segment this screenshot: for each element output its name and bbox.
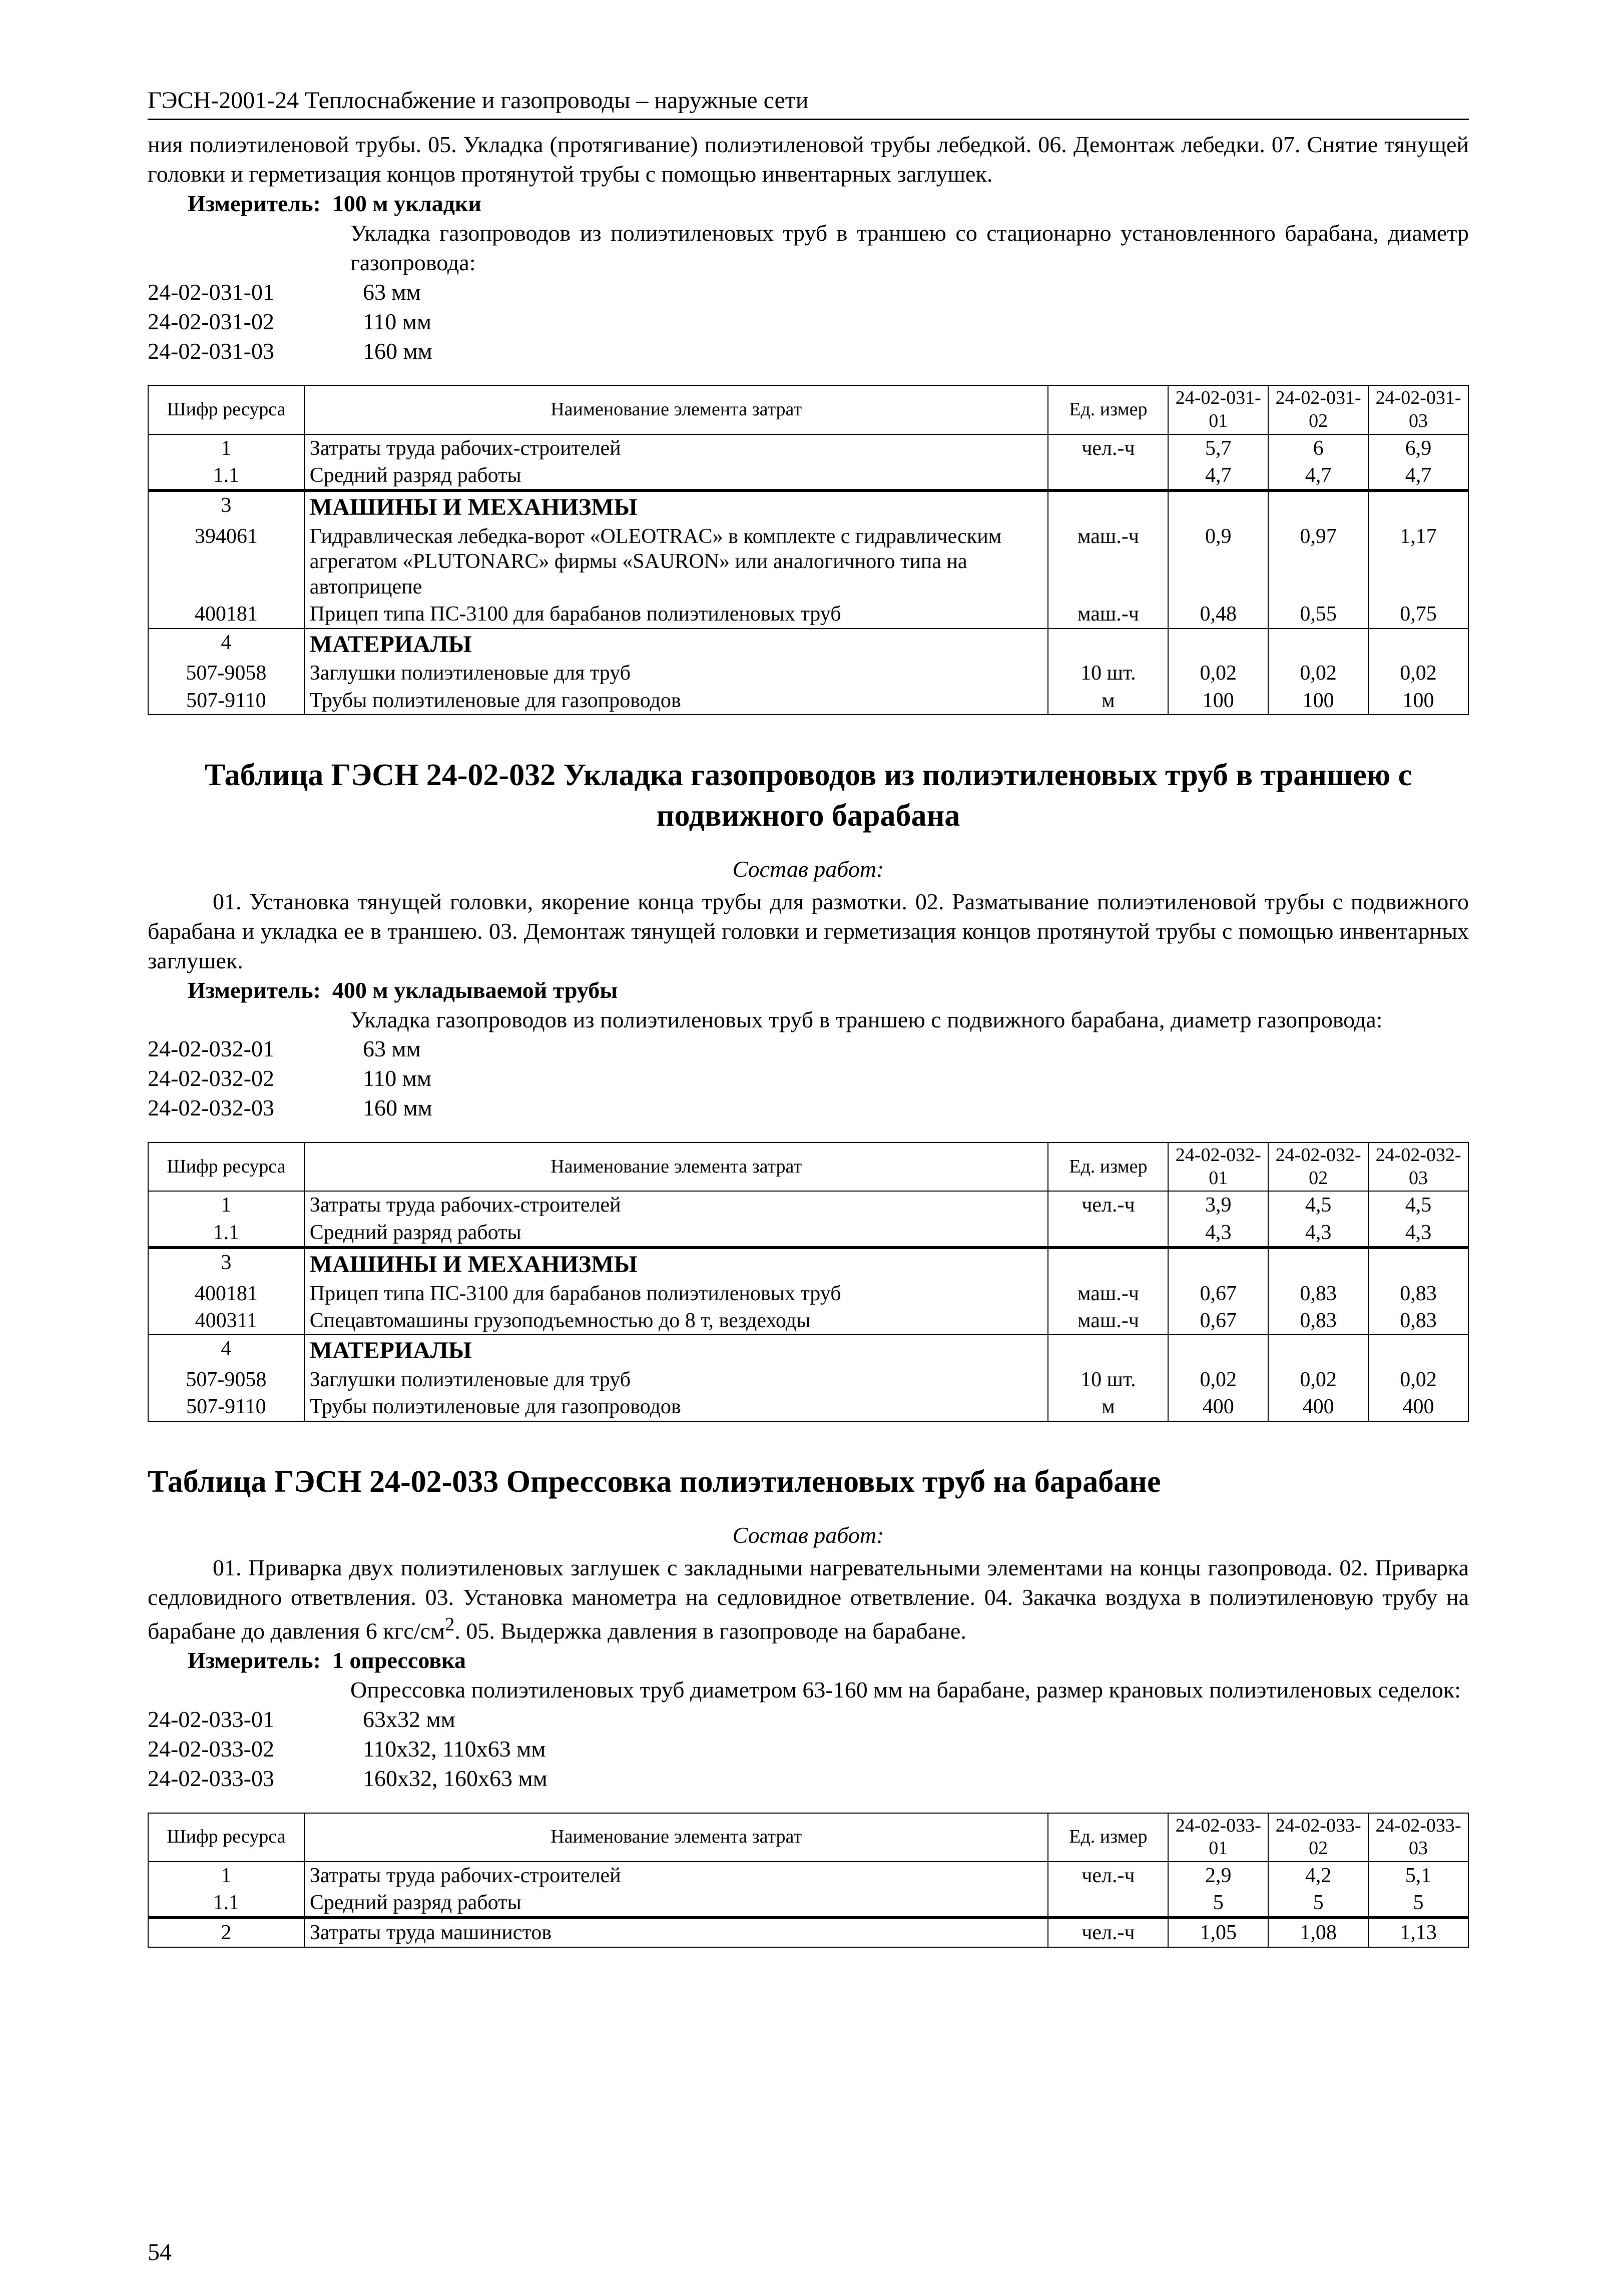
table-row <box>148 660 1468 687</box>
cell-value: 1,08 <box>1268 1918 1368 1947</box>
cell-name: Затраты труда рабочих-строителей <box>304 1191 1048 1219</box>
section-title: МАТЕРИАЛЫ <box>304 629 1048 660</box>
col-header: 24-02-032-02 <box>1268 1142 1368 1191</box>
description: Укладка газопроводов из полиэтиленовых труб в траншею со стационарно установленного барабана, диаметр газопровода: <box>350 220 1469 275</box>
measure-label: Измеритель: <box>188 977 321 1003</box>
col-header: Ед. измер <box>1048 1142 1168 1191</box>
cell-name: Средний разряд работы <box>304 1219 1048 1248</box>
description: Опрессовка полиэтиленовых труб диаметром 63-160 мм на барабане, размер крановых полиэтиленовых седелок: <box>350 1677 1461 1703</box>
table-row <box>148 462 1468 490</box>
cell-name: Гидравлическая лебедка-ворот «OLEOTRAC» в комплекте с гидравлическим агрегатом «PLUTONARC» фирмы «SAURON» или аналогичного типа на автоприцепе <box>304 523 1048 601</box>
cell-value: 0,02 <box>1268 660 1368 687</box>
cell-value: 1,05 <box>1168 1918 1268 1947</box>
cell-value: 4,3 <box>1268 1219 1368 1248</box>
code-value: 160 мм <box>363 338 432 364</box>
cell-value: 0,02 <box>1168 660 1268 687</box>
measure-value: 1 опрессовка <box>332 1647 466 1673</box>
table-header-row <box>148 1142 1468 1191</box>
col-header: Шифр ресурса <box>148 385 304 434</box>
cell-unit: м <box>1048 687 1168 715</box>
section-title: МАШИНЫ И МЕХАНИЗМЫ <box>304 490 1048 523</box>
code-list <box>148 278 1469 366</box>
cell-value: 1,13 <box>1368 1918 1468 1947</box>
col-header: 24-02-031-02 <box>1268 385 1368 434</box>
cell-value: 1,17 <box>1368 523 1468 601</box>
cell-value: 0,55 <box>1268 601 1368 628</box>
cell-name: Затраты труда машинистов <box>304 1918 1048 1947</box>
cell-code: 1 <box>148 1862 304 1889</box>
col-header: Наименование элемента затрат <box>304 1813 1048 1862</box>
cell-code: 507-9110 <box>148 687 304 715</box>
superscript: 2 <box>445 1613 455 1635</box>
cell-code: 4 <box>148 1335 304 1366</box>
cell-code: 400181 <box>148 601 304 628</box>
cell-unit <box>1048 1219 1168 1248</box>
code-row <box>148 337 1469 366</box>
col-header: 24-02-033-03 <box>1368 1813 1468 1862</box>
cell-code: 1.1 <box>148 462 304 490</box>
cell-value: 4,3 <box>1168 1219 1268 1248</box>
measure-label: Измеритель: <box>188 191 321 217</box>
code: 24-02-033-03 <box>148 1765 274 1791</box>
page-number: 54 <box>148 2239 172 2265</box>
cell-name: Заглушки полиэтиленовые для труб <box>304 1366 1048 1393</box>
code: 24-02-031-03 <box>148 338 274 364</box>
code-row <box>148 307 1469 337</box>
table-title-033: Таблица ГЭСН 24-02-033 Опрессовка полиэтиленовых труб на барабане <box>148 1464 1161 1499</box>
cell-name: Средний разряд работы <box>304 462 1048 490</box>
code: 24-02-033-01 <box>148 1706 274 1732</box>
cell-value: 0,83 <box>1368 1280 1468 1307</box>
cell-code: 507-9110 <box>148 1393 304 1421</box>
cell-value: 400 <box>1368 1393 1468 1421</box>
table-title-032: Таблица ГЭСН 24-02-032 Укладка газопроводов из полиэтиленовых труб в траншею с подвижного барабана <box>204 758 1412 833</box>
cell-name: Прицеп типа ПС-3100 для барабанов полиэтиленовых труб <box>304 601 1048 628</box>
cell-value: 3,9 <box>1168 1191 1268 1219</box>
code-value: 110х32, 110х63 мм <box>363 1736 546 1762</box>
cell-code: 400181 <box>148 1280 304 1307</box>
measure-line <box>188 1646 1469 1675</box>
table-row <box>148 687 1468 715</box>
cost-table-031 <box>148 385 1469 715</box>
work-composition-part2: . 05. Выдержка давления в газопроводе на барабане. <box>454 1618 966 1644</box>
cell-value: 6 <box>1268 434 1368 462</box>
measure-label: Измеритель: <box>188 1647 321 1673</box>
cell-code: 2 <box>148 1918 304 1947</box>
col-header: Наименование элемента затрат <box>304 385 1048 434</box>
table-row <box>148 523 1468 601</box>
cell-value: 0,83 <box>1368 1307 1468 1335</box>
code: 24-02-031-02 <box>148 308 274 334</box>
document-page <box>148 85 1469 1948</box>
cell-name: Трубы полиэтиленовые для газопроводов <box>304 687 1048 715</box>
col-header: Шифр ресурса <box>148 1142 304 1191</box>
col-header: 24-02-031-03 <box>1368 385 1468 434</box>
work-composition-label: Состав работ: <box>732 1522 884 1548</box>
code-row <box>148 1093 1469 1123</box>
cell-value: 0,48 <box>1168 601 1268 628</box>
cell-value: 100 <box>1168 687 1268 715</box>
cell-value: 4,5 <box>1368 1191 1468 1219</box>
table-row <box>148 1366 1468 1393</box>
cell-unit: маш.-ч <box>1048 1280 1168 1307</box>
cell-unit: чел.-ч <box>1048 1862 1168 1889</box>
table-row <box>148 434 1468 462</box>
code-list <box>148 1705 1469 1794</box>
section-title: МАТЕРИАЛЫ <box>304 1335 1048 1366</box>
cell-unit <box>1048 462 1168 490</box>
code-row <box>148 1034 1469 1064</box>
cell-value: 5,7 <box>1168 434 1268 462</box>
table-row <box>148 1219 1468 1248</box>
table-row <box>148 1889 1468 1918</box>
cell-value: 4,7 <box>1168 462 1268 490</box>
cell-value: 5 <box>1168 1889 1268 1918</box>
work-composition-text <box>148 1553 1469 1646</box>
measure-line <box>188 976 1469 1005</box>
col-header: Ед. измер <box>1048 385 1168 434</box>
cell-value: 0,97 <box>1268 523 1368 601</box>
code: 24-02-032-03 <box>148 1095 274 1121</box>
cell-value: 0,02 <box>1268 1366 1368 1393</box>
work-composition-part1: 01. Приварка двух полиэтиленовых заглушек с закладными нагревательными элементами на концы газопровода. 02. Приварка седловидного ответвления. 03. Установка манометра на седловидное ответвление. 04. Закачка воздуха в полиэтиленовую трубу на барабане до давления 6 кгс/см <box>148 1555 1469 1644</box>
cell-value: 0,02 <box>1368 1366 1468 1393</box>
code-value: 110 мм <box>363 308 432 334</box>
table-row <box>148 601 1468 628</box>
table-row <box>148 1393 1468 1421</box>
cell-value: 2,9 <box>1168 1862 1268 1889</box>
code-row <box>148 278 1469 307</box>
cell-value: 0,83 <box>1268 1280 1368 1307</box>
col-header: 24-02-032-03 <box>1368 1142 1468 1191</box>
cell-code: 3 <box>148 490 304 523</box>
cell-unit: маш.-ч <box>1048 523 1168 601</box>
cell-code: 507-9058 <box>148 1366 304 1393</box>
col-header: Шифр ресурса <box>148 1813 304 1862</box>
code-value: 63х32 мм <box>363 1706 455 1732</box>
table-row <box>148 1191 1468 1219</box>
table-row <box>148 1918 1468 1947</box>
cell-value: 4,5 <box>1268 1191 1368 1219</box>
cell-code: 3 <box>148 1248 304 1280</box>
cell-code: 507-9058 <box>148 660 304 687</box>
col-header: 24-02-033-01 <box>1168 1813 1268 1862</box>
col-header: 24-02-033-02 <box>1268 1813 1368 1862</box>
col-header: Ед. измер <box>1048 1813 1168 1862</box>
code: 24-02-032-01 <box>148 1036 274 1062</box>
cell-name: Средний разряд работы <box>304 1889 1048 1918</box>
cell-name: Прицеп типа ПС-3100 для барабанов полиэтиленовых труб <box>304 1280 1048 1307</box>
work-composition-label: Состав работ: <box>732 856 884 882</box>
cell-code: 394061 <box>148 523 304 601</box>
code-row <box>148 1064 1469 1093</box>
cell-name: Затраты труда рабочих-строителей <box>304 1862 1048 1889</box>
cell-unit: 10 шт. <box>1048 660 1168 687</box>
cell-value: 4,2 <box>1268 1862 1368 1889</box>
cell-value: 4,7 <box>1268 462 1368 490</box>
cell-unit <box>1048 1889 1168 1918</box>
cell-code: 1 <box>148 434 304 462</box>
measure-value: 100 м укладки <box>332 191 481 217</box>
cell-value: 5 <box>1368 1889 1468 1918</box>
table-row <box>148 1862 1468 1889</box>
cell-code: 400311 <box>148 1307 304 1335</box>
cell-unit: чел.-ч <box>1048 434 1168 462</box>
code-list <box>148 1034 1469 1123</box>
cell-unit: чел.-ч <box>1048 1918 1168 1947</box>
code-value: 110 мм <box>363 1065 432 1091</box>
table-row <box>148 1280 1468 1307</box>
table-header-row <box>148 1813 1468 1862</box>
running-header: ГЭСН-2001-24 Теплоснабжение и газопроводы – наружные сети <box>148 85 1469 120</box>
cell-value: 100 <box>1268 687 1368 715</box>
intro-text: ния полиэтиленовой трубы. 05. Укладка (протягивание) полиэтиленовой трубы лебедкой. 06. Демонтаж лебедки. 07. Снятие тянущей головки и герметизация концов протянутой трубы с помощью инвентарных заглушек. <box>148 132 1469 187</box>
cell-value: 0,67 <box>1168 1307 1268 1335</box>
cell-name: Спецавтомашины грузоподъемностью до 8 т, вездеходы <box>304 1307 1048 1335</box>
code-row <box>148 1764 1469 1794</box>
code-row <box>148 1705 1469 1735</box>
cell-unit: 10 шт. <box>1048 1366 1168 1393</box>
cell-value: 400 <box>1268 1393 1368 1421</box>
code-value: 160х32, 160х63 мм <box>363 1765 548 1791</box>
cell-value: 4,3 <box>1368 1219 1468 1248</box>
cell-code: 1.1 <box>148 1889 304 1918</box>
cell-unit: м <box>1048 1393 1168 1421</box>
measure-line <box>188 189 1469 219</box>
cell-unit: чел.-ч <box>1048 1191 1168 1219</box>
section-row <box>148 490 1468 523</box>
work-composition-text: 01. Установка тянущей головки, якорение конца трубы для размотки. 02. Разматывание полиэтиленовой трубы с подвижного барабана и укладка ее в траншею. 03. Демонтаж тянущей головки и герметизация концов протянутой трубы с помощью инвентарных заглушек. <box>148 889 1469 973</box>
table-header-row <box>148 385 1468 434</box>
cell-value: 6,9 <box>1368 434 1468 462</box>
cell-value: 0,83 <box>1268 1307 1368 1335</box>
code: 24-02-031-01 <box>148 279 274 305</box>
cell-value: 5,1 <box>1368 1862 1468 1889</box>
cell-value: 0,75 <box>1368 601 1468 628</box>
code-value: 63 мм <box>363 279 421 305</box>
code: 24-02-033-02 <box>148 1736 274 1762</box>
section-row <box>148 1248 1468 1280</box>
cell-code: 4 <box>148 629 304 660</box>
cell-name: Трубы полиэтиленовые для газопроводов <box>304 1393 1048 1421</box>
code: 24-02-032-02 <box>148 1065 274 1091</box>
cell-name: Затраты труда рабочих-строителей <box>304 434 1048 462</box>
section-row <box>148 1335 1468 1366</box>
cell-unit: маш.-ч <box>1048 601 1168 628</box>
col-header: 24-02-032-01 <box>1168 1142 1268 1191</box>
cell-code: 1.1 <box>148 1219 304 1248</box>
col-header: 24-02-031-01 <box>1168 385 1268 434</box>
cost-table-032 <box>148 1142 1469 1422</box>
cost-table-033 <box>148 1813 1469 1948</box>
cell-value: 400 <box>1168 1393 1268 1421</box>
cell-value: 5 <box>1268 1889 1368 1918</box>
code-row <box>148 1735 1469 1764</box>
cell-name: Заглушки полиэтиленовые для труб <box>304 660 1048 687</box>
cell-value: 0,02 <box>1168 1366 1268 1393</box>
cell-value: 0,02 <box>1368 660 1468 687</box>
cell-code: 1 <box>148 1191 304 1219</box>
section-title: МАШИНЫ И МЕХАНИЗМЫ <box>304 1248 1048 1280</box>
code-value: 63 мм <box>363 1036 421 1062</box>
section-row <box>148 629 1468 660</box>
cell-value: 4,7 <box>1368 462 1468 490</box>
cell-value: 0,9 <box>1168 523 1268 601</box>
table-row <box>148 1307 1468 1335</box>
measure-value: 400 м укладываемой трубы <box>332 977 618 1003</box>
cell-unit: маш.-ч <box>1048 1307 1168 1335</box>
cell-value: 0,67 <box>1168 1280 1268 1307</box>
cell-value: 100 <box>1368 687 1468 715</box>
code-value: 160 мм <box>363 1095 432 1121</box>
description: Укладка газопроводов из полиэтиленовых труб в траншею с подвижного барабана, диаметр газопровода: <box>350 1006 1383 1032</box>
col-header: Наименование элемента затрат <box>304 1142 1048 1191</box>
